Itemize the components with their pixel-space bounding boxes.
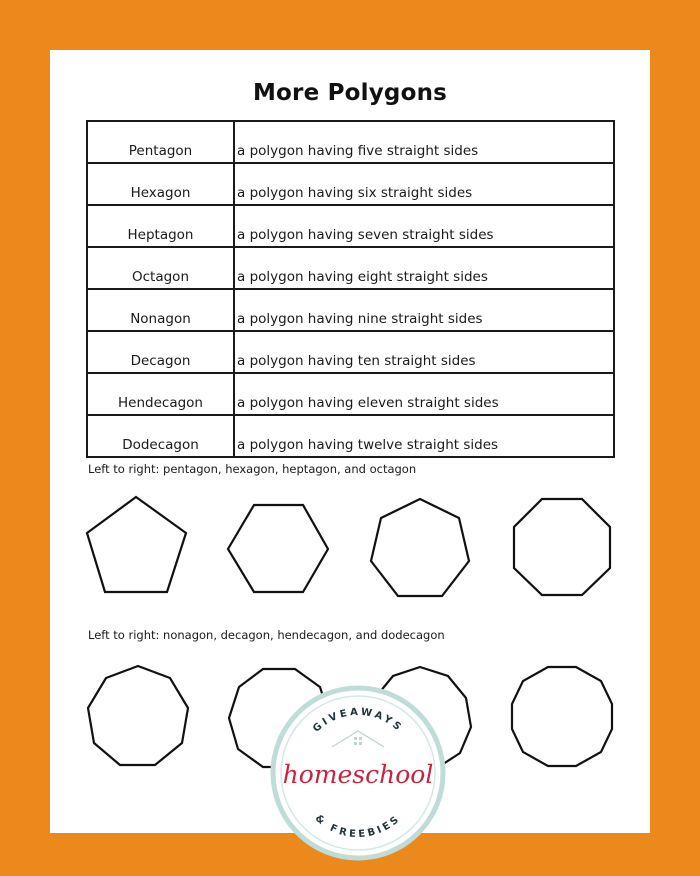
octagon-shape: [514, 499, 610, 595]
definition-cell: a polygon having six straight sides: [234, 163, 614, 205]
definition-cell: a polygon having five straight sides: [234, 121, 614, 163]
shapes-caption-row1: Left to right: pentagon, hexagon, heptagon, and octagon: [88, 462, 417, 476]
logo-top-text: GIVEAWAYS: [311, 706, 405, 735]
definition-cell: a polygon having eleven straight sides: [234, 373, 614, 415]
term-cell: Octagon: [87, 247, 234, 289]
pentagon-shape: [87, 497, 186, 592]
homeschool-giveaways-logo[interactable]: [270, 685, 446, 861]
term-cell: Hexagon: [87, 163, 234, 205]
heptagon-shape: [371, 499, 469, 596]
dodecagon-shape: [512, 667, 612, 766]
term-cell: Nonagon: [87, 289, 234, 331]
term-cell: Heptagon: [87, 205, 234, 247]
term-cell: Hendecagon: [87, 373, 234, 415]
logo-bottom-text: & FREEBIES: [312, 812, 404, 841]
term-cell: Pentagon: [87, 121, 234, 163]
definition-cell: a polygon having ten straight sides: [234, 331, 614, 373]
term-cell: Decagon: [87, 331, 234, 373]
page-title: More Polygons: [252, 80, 448, 106]
shapes-caption-row2: Left to right: nonagon, decagon, hendecagon, and dodecagon: [88, 628, 445, 642]
definition-cell: a polygon having twelve straight sides: [234, 415, 614, 457]
term-cell: Dodecagon: [87, 415, 234, 457]
hexagon-shape: [228, 505, 328, 592]
definition-cell: a polygon having eight straight sides: [234, 247, 614, 289]
logo-main-text: homeschool: [282, 760, 434, 789]
nonagon-shape: [88, 666, 188, 765]
definition-cell: a polygon having seven straight sides: [234, 205, 614, 247]
definition-cell: a polygon having nine straight sides: [234, 289, 614, 331]
